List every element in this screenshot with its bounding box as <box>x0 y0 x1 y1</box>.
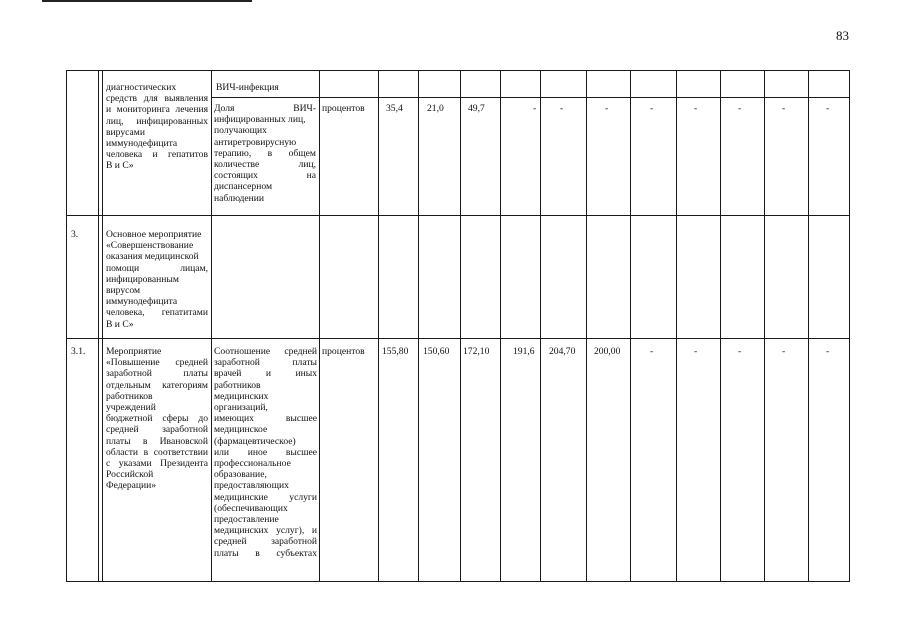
row-a-value: - <box>694 103 698 114</box>
row-3-1-value: 172,10 <box>463 346 490 357</box>
row-a-value: - <box>650 103 654 114</box>
row-3-1-unit: процентов <box>322 346 365 357</box>
row-3-1-name: Мероприятие «Повышение средней заработной платы отдельным категориям работников учреждений бюджетной сферы до средней заработной платы в Ивановской области в соответствии с указами Президента Российской Федерации» <box>106 346 208 492</box>
row-3-1-value: 200,00 <box>594 346 621 357</box>
row-3-1-value: 155,80 <box>382 346 409 357</box>
row-a-value: - <box>560 103 564 114</box>
row-a-value: - <box>826 103 830 114</box>
row-a-value: - <box>738 103 742 114</box>
row-3-1-value: - <box>782 346 786 357</box>
row-3-name: Основное мероприятие «Совершенствование оказания медицинской помощи лицам, инфицированным вирусом иммунодефицита человека, гепатитами В и С» <box>106 229 208 330</box>
row-3-1-value: - <box>826 346 830 357</box>
row-a-value: 21,0 <box>427 103 444 114</box>
row-a-indicator: Доля ВИЧ- инфицированных лиц, получающих антиретровирусную терапию, в общем количестве лиц, состоящих на диспансерном наблюдении <box>214 103 316 204</box>
row-3-number: 3. <box>71 229 79 240</box>
data-table <box>66 70 850 582</box>
row-3-1-value: 191,6 <box>513 346 535 357</box>
row-a-name: диагностических средств для выявления и мониторинга лечения лиц, инфицированных вирусами иммунодефицита человека и гепатитов В и С» <box>106 82 208 172</box>
row-3-1-value: - <box>650 346 654 357</box>
row-a-value: - <box>605 103 609 114</box>
page-number: 83 <box>836 28 849 43</box>
row-3-1-value: - <box>694 346 698 357</box>
row-3-1-value: 204,70 <box>549 346 576 357</box>
row-a-subheader: ВИЧ-инфекция <box>216 82 279 93</box>
row-a-value: - <box>533 103 537 114</box>
top-rule <box>42 0 252 2</box>
row-3-1-indicator: Соотношение средней заработной платы врачей и иных работников медицинских организаций, имеющих высшее медицинское (фармацевтическое) или иное высшее профессиональное образование, предоставляющих медицинские услуги (обеспечивающих предоставление медицинских услуг), и средней заработной платы в субъектах <box>214 346 317 559</box>
row-a-value: 35,4 <box>386 103 403 114</box>
row-3-1-value: 150,60 <box>423 346 450 357</box>
row-a-value: 49,7 <box>468 103 485 114</box>
row-3-1-number: 3.1. <box>71 346 86 357</box>
row-a-unit: процентов <box>322 103 365 114</box>
row-3-1-value: - <box>738 346 742 357</box>
row-a-value: - <box>782 103 786 114</box>
